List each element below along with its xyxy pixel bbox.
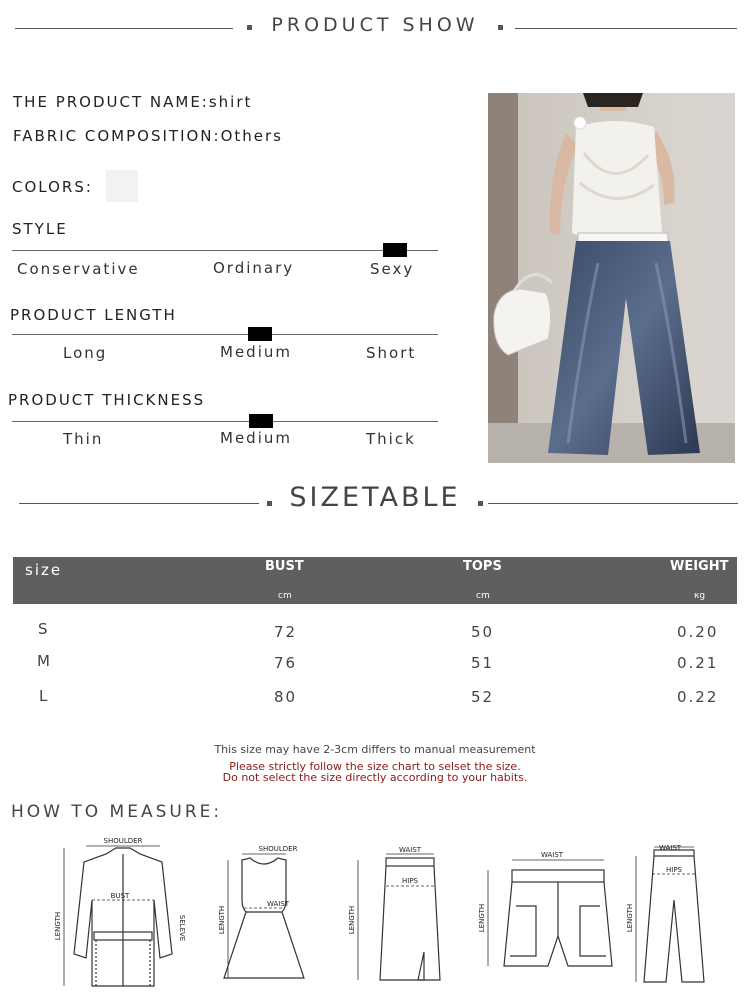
measurement-note: This size may have 2-3cm differs to manual measurement [214, 743, 536, 756]
cell-weight: 0.22 [677, 688, 719, 706]
waist-label: WAIST [266, 900, 290, 908]
length-label: LENGTH [54, 911, 62, 941]
waist-label: WAIST [398, 846, 422, 854]
length-scale-marker [248, 327, 272, 341]
style-option-conservative: Conservative [17, 260, 140, 278]
cell-weight: 0.21 [677, 654, 719, 672]
style-scale-title: STYLE [12, 220, 68, 238]
fabric-label: FABRIC COMPOSITION: [13, 127, 221, 145]
size-warning-1: Please strictly follow the size chart to selset the size. [229, 760, 521, 773]
waist-label: WAIST [540, 851, 564, 859]
length-label: LENGTH [218, 905, 226, 935]
shoulder-label: SHOULDER [103, 837, 143, 845]
col-bust-label: BUST [265, 559, 304, 574]
cell-tops: 51 [471, 654, 495, 672]
length-option-long: Long [63, 344, 108, 362]
sizetable-dot-right [478, 501, 483, 506]
color-swatch[interactable] [106, 170, 138, 202]
style-option-sexy: Sexy [370, 260, 415, 278]
size-warning-2: Do not select the size directly according to your habits. [222, 771, 528, 784]
thickness-scale-marker [249, 414, 273, 428]
col-size-label: size [25, 561, 63, 579]
sizetable-rule-left [19, 503, 259, 504]
product-photo [488, 93, 735, 463]
product-name-value: shirt [208, 93, 253, 111]
jacket-diagram [48, 836, 200, 996]
fabric-value: Others [220, 127, 283, 145]
length-scale-line [12, 334, 438, 335]
length-option-short: Short [366, 344, 417, 362]
cell-size: S [38, 620, 50, 638]
thickness-option-medium: Medium [220, 429, 292, 447]
header-rule-left [15, 28, 233, 29]
header-dot-right [498, 25, 503, 30]
thickness-option-thick: Thick [366, 430, 416, 448]
col-tops-unit: cm [476, 591, 490, 601]
cell-size: M [37, 652, 52, 670]
sizetable-rule-right [488, 503, 738, 504]
sleeve-label: SELEVE [178, 914, 186, 942]
fabric-composition [13, 127, 283, 145]
cell-bust: 80 [274, 688, 298, 706]
col-bust-unit: cm [278, 591, 292, 601]
col-weight-label: WEIGHT [670, 559, 729, 574]
product-name [13, 93, 252, 111]
bust-label: BUST [110, 892, 130, 900]
sizetable-title: SIZETABLE [289, 482, 461, 513]
cell-bust: 72 [274, 623, 298, 641]
header-dot-left [247, 25, 252, 30]
hips-label: HIPS [402, 877, 418, 885]
sizetable-dot-left [267, 501, 272, 506]
dress-diagram [216, 840, 312, 986]
product-show-title: PRODUCT SHOW [271, 14, 479, 36]
length-label: LENGTH [478, 903, 486, 933]
size-table-header [13, 557, 737, 604]
product-name-label: THE PRODUCT NAME: [13, 93, 209, 111]
how-to-measure-title: HOW TO MEASURE: [11, 802, 223, 822]
thickness-scale-title: PRODUCT THICKNESS [8, 391, 206, 409]
length-label: LENGTH [626, 903, 634, 933]
col-tops-label: TOPS [463, 559, 502, 574]
skirt-diagram [340, 842, 446, 988]
thickness-scale-line [12, 421, 438, 422]
waist-label: WAIST [658, 844, 682, 852]
style-scale-line [12, 250, 438, 251]
style-scale-marker [383, 243, 407, 257]
col-weight-unit: кg [694, 591, 706, 601]
cell-size: L [39, 687, 50, 705]
cell-weight: 0.20 [677, 623, 719, 641]
cell-bust: 76 [274, 654, 298, 672]
cell-tops: 52 [471, 688, 495, 706]
thickness-option-thin: Thin [63, 430, 104, 448]
hips-label: HIPS [666, 866, 682, 874]
colors-label: COLORS: [12, 178, 93, 196]
model-illustration [488, 93, 735, 463]
pants-diagram [622, 840, 714, 990]
header-rule-right [515, 28, 737, 29]
length-label: LENGTH [348, 905, 356, 935]
length-scale-title: PRODUCT LENGTH [10, 306, 177, 324]
cell-tops: 50 [471, 623, 495, 641]
shorts-diagram [476, 846, 614, 972]
length-option-medium: Medium [220, 343, 292, 361]
style-option-ordinary: Ordinary [213, 259, 295, 277]
shoulder-label: SHOULDER [258, 845, 298, 853]
